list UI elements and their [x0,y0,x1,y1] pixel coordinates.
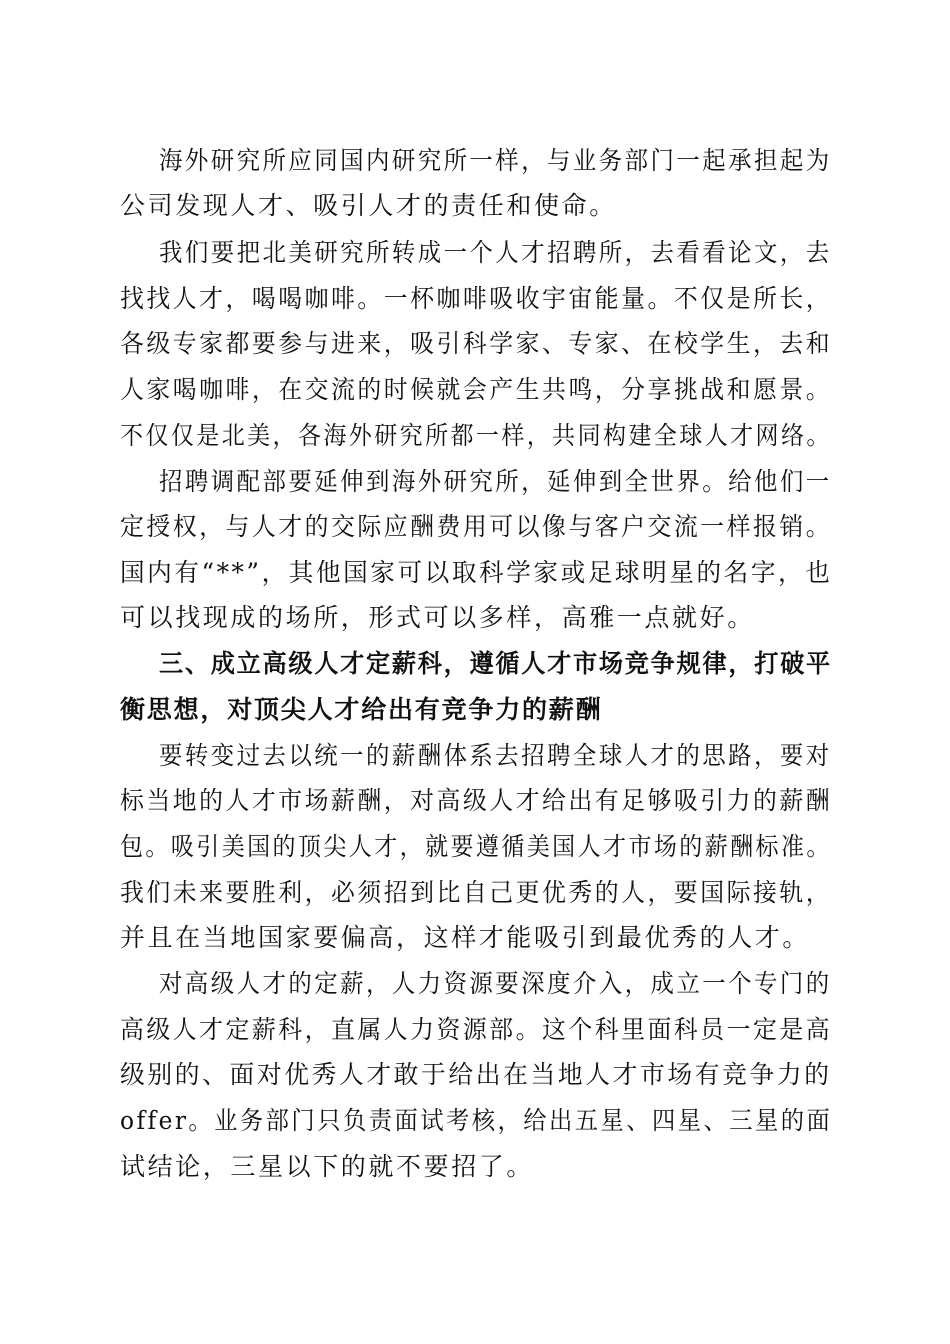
paragraph-line: 级别的、面对优秀人才敢于给出在当地人才市场有竞争力的 [120,1060,832,1089]
paragraph-line: 不仅仅是北美，各海外研究所都一样，共同构建全球人才网络。 [120,421,832,450]
paragraph-line: 各级专家都要参与进来，吸引科学家、专家、在校学生，去和 [120,329,833,358]
paragraph-line: 公司发现人才、吸引人才的责任和使命。 [120,191,617,220]
paragraph-line: 包。吸引美国的顶尖人才，就要遵循美国人才市场的薪酬标准。 [120,832,832,861]
paragraph-line: 定授权，与人才的交际应酬费用可以像与客户交流一样报销。 [120,512,833,541]
paragraph-line: 海外研究所应同国内研究所一样，与业务部门一起承担起为 [159,146,832,175]
paragraph-line: 招聘调配部要延伸到海外研究所，延伸到全世界。给他们一 [159,467,832,496]
paragraph-line: 我们未来要胜利，必须招到比自己更优秀的人，要国际接轨， [120,878,833,907]
paragraph-line: 并且在当地国家要偏高，这样才能吸引到最优秀的人才。 [120,923,811,952]
section-heading: 三、成立高级人才定薪科，遵循人才市场竞争规律，打破平 [159,649,832,678]
paragraph-line: 人家喝咖啡，在交流的时候就会产生共鸣，分享挑战和愿景。 [120,375,833,404]
paragraph-line: 试结论，三星以下的就不要招了。 [120,1152,535,1181]
paragraph-line: 我们要把北美研究所转成一个人才招聘所，去看看论文，去 [159,238,832,267]
paragraph-line: offer。业务部门只负责面试考核，给出五星、四星、三星的面 [120,1106,833,1135]
section-heading: 衡思想，对顶尖人才给出有竞争力的薪酬 [120,695,603,724]
paragraph-line: 要转变过去以统一的薪酬体系去招聘全球人才的思路，要对 [159,741,832,770]
paragraph-line: 高级人才定薪科，直属人力资源部。这个科里面科员一定是高 [120,1015,833,1044]
paragraph-line: 标当地的人才市场薪酬，对高级人才给出有足够吸引力的薪酬 [120,786,833,815]
paragraph-line: 可以找现成的场所，形式可以多样，高雅一点就好。 [120,603,755,632]
paragraph-line: 找找人才，喝喝咖啡。一杯咖啡吸收宇宙能量。不仅是所长， [120,284,833,313]
paragraph-line: 国内有“**”，其他国家可以取科学家或足球明星的名字，也 [120,558,833,587]
paragraph-line: 对高级人才的定薪，人力资源要深度介入，成立一个专门的 [159,969,832,998]
